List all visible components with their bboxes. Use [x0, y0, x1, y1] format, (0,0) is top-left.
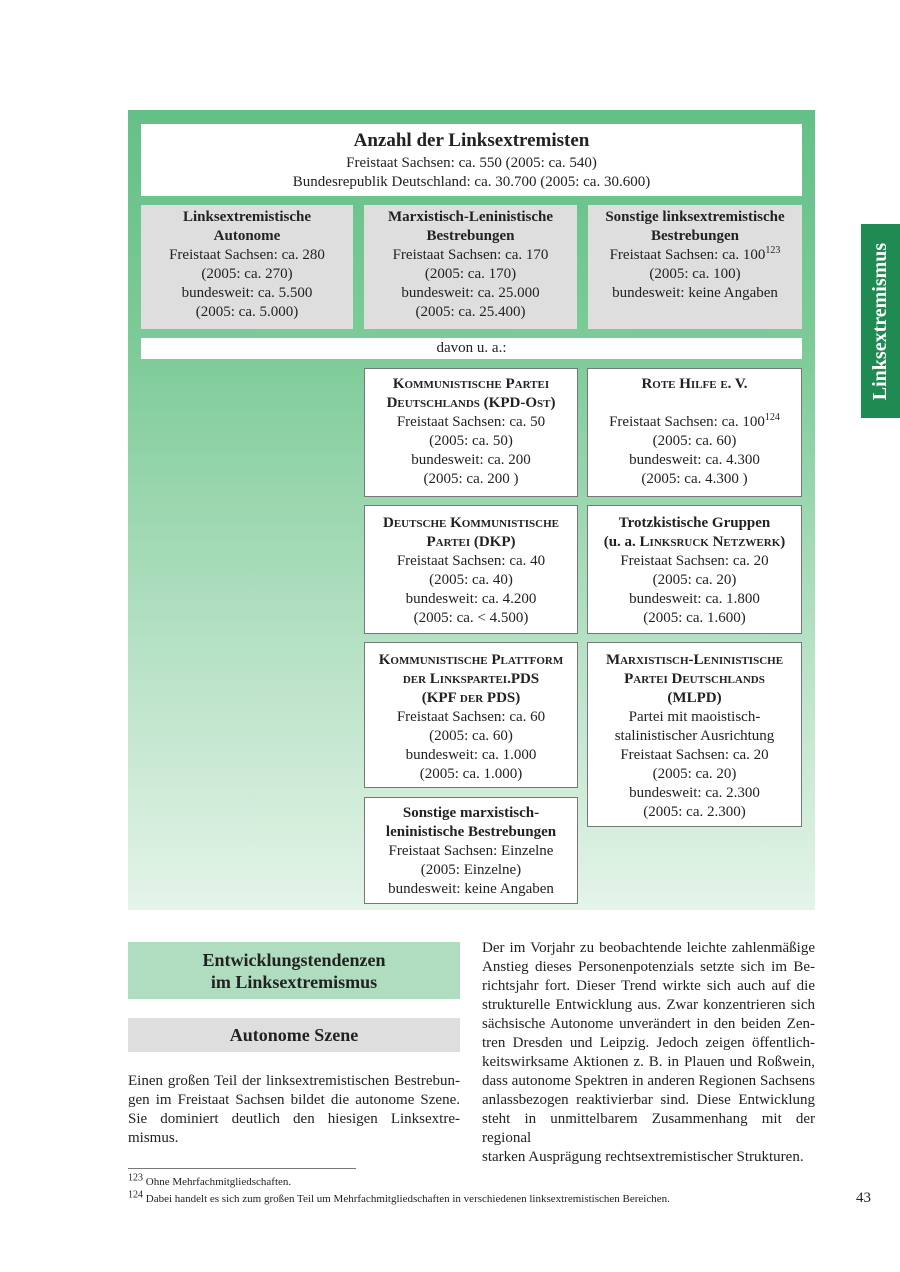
- category-title: Autonome: [213, 228, 281, 244]
- total-count-box: [141, 124, 802, 196]
- org-title: Kommunistische Partei: [392, 376, 550, 392]
- count-line: (2005: ca. 100): [649, 266, 741, 282]
- paragraph-line: dass autonome Spektren in anderen Regionen Sachsens: [482, 1073, 815, 1089]
- count-line: (2005: ca. 2.300): [643, 804, 746, 820]
- count-line: (2005: ca. < 4.500): [413, 610, 529, 626]
- paragraph-line: anlassbezogen reaktivierbar sind. Diese Entwicklung: [482, 1092, 815, 1108]
- count-line: bundesweit: ca. 4.300: [629, 452, 760, 468]
- paragraph-line: mismus.: [128, 1130, 179, 1146]
- category-box-sonstige: [588, 205, 802, 329]
- count-line: (2005: ca. 50): [429, 433, 513, 449]
- org-title: Deutschlands (KPD-Ost): [386, 395, 556, 411]
- footnote: [128, 1172, 292, 1189]
- count-line: bundesweit: ca. 1.000: [405, 747, 537, 763]
- org-title: der Linkspartei.PDS: [402, 671, 540, 687]
- count-line: bundesweit: keine Angaben: [612, 285, 778, 301]
- count-line: (2005: ca. 1.600): [643, 610, 746, 626]
- count-line: (2005: ca. 60): [429, 728, 513, 744]
- count-line: Freistaat Sachsen: ca. 20: [620, 747, 769, 763]
- org-box-rote-hilfe: [587, 368, 802, 497]
- footnote-number: 123: [128, 1172, 143, 1184]
- org-title: Trotzkistische Gruppen: [618, 515, 771, 531]
- org-title-part: (u. a.: [603, 534, 640, 550]
- paragraph-line: starken Ausprägung rechtsextremistischer Strukturen.: [482, 1149, 804, 1165]
- category-title: Bestrebungen: [426, 228, 515, 244]
- paragraph-line: Der im Vorjahr zu beobachtende leichte zahlenmäßige: [482, 940, 815, 956]
- category-box-marxist-leninist: [364, 205, 577, 329]
- count-line: bundesweit: keine Angaben: [388, 881, 554, 897]
- footnote-ref: 124: [764, 412, 780, 423]
- footnote-ref: 123: [765, 245, 781, 256]
- count-line: bundesweit: ca. 5.500: [181, 285, 313, 301]
- org-title: (MLPD): [667, 690, 722, 706]
- paragraph-line: Sie dominiert deutlich den hiesigen Linksextre-: [128, 1111, 460, 1127]
- paragraph-line: steht in unmittelbarem Zusammenhang mit der regional: [482, 1111, 815, 1146]
- spacer: [588, 394, 801, 413]
- footnote-divider: [128, 1168, 356, 1169]
- org-title: (KPF der PDS): [421, 690, 521, 706]
- count-line: Freistaat Sachsen: ca. 280: [169, 247, 325, 263]
- right-paragraph: [482, 939, 815, 1167]
- org-title: Partei (DKP): [426, 534, 516, 550]
- count-line: Freistaat Sachsen: ca. 20: [620, 553, 769, 569]
- total-saxony: Freistaat Sachsen: ca. 550 (2005: ca. 540): [346, 155, 597, 171]
- count-line: (2005: ca. 1.000): [419, 766, 523, 782]
- paragraph-line: tren Dresden und Leipzig. Jedoch zeigen öffentlich-: [482, 1035, 815, 1051]
- section-heading-line: Entwicklungstendenzen: [202, 949, 386, 970]
- org-title-part: Linksruck Netzwerk: [639, 534, 781, 550]
- davon-label-bar: [141, 338, 802, 359]
- count-line: bundesweit: ca. 200: [411, 452, 531, 468]
- org-box-dkp: [364, 505, 578, 634]
- subsection-heading-text: Autonome Szene: [229, 1024, 359, 1045]
- count-line: Freistaat Sachsen: ca. 40: [396, 553, 546, 569]
- chapter-side-tab-label: Linksextremismus: [869, 242, 892, 400]
- count-line: (2005: ca. 20): [652, 572, 737, 588]
- category-title: Sonstige linksextremistische: [605, 209, 785, 225]
- org-title: [588, 533, 801, 552]
- count-line: bundesweit: ca. 2.300: [629, 785, 760, 801]
- count-line: bundesweit: ca. 1.800: [629, 591, 760, 607]
- paragraph-line: strukturelle Entwicklung aus. Zwar konzentrieren sich: [482, 997, 815, 1013]
- category-title: Bestrebungen: [650, 228, 740, 244]
- paragraph-line: gen im Freistaat Sachsen bildet die autonome Szene.: [128, 1092, 460, 1108]
- count-line: bundesweit: ca. 4.200: [405, 591, 537, 607]
- org-box-kpd-ost: [364, 368, 578, 497]
- paragraph-line: Einen großen Teil der linksextremistischen Bestrebun-: [128, 1073, 460, 1089]
- paragraph-line: Anstieg dieses Personenpotenzials setzte sich im Be-: [482, 959, 815, 975]
- paragraph-line: richtsjahr fort. Dieser Trend wirkte sich auch auf die: [482, 978, 815, 994]
- total-germany: Bundesrepublik Deutschland: ca. 30.700 (2005: ca. 30.600): [292, 174, 651, 190]
- org-description: Partei mit maoistisch-: [628, 709, 761, 725]
- count-line: [588, 413, 801, 432]
- org-title: leninistische Bestrebungen: [385, 824, 557, 840]
- count-line: (2005: ca. 25.400): [415, 304, 526, 320]
- count-line: [588, 246, 802, 265]
- paragraph-line: keitswirksame Aktionen z. B. in Plauen und Roßwein,: [482, 1054, 815, 1070]
- footnote-number: 124: [128, 1189, 143, 1201]
- org-title: Partei Deutschlands: [624, 671, 765, 687]
- footnote-text: Dabei handelt es sich zum großen Teil um Mehrfachmitgliedschaften in verschiedenen linksextremistischen Bereichen.: [145, 1193, 670, 1205]
- count-line: (2005: Einzelne): [420, 862, 522, 878]
- org-title: Deutsche Kommunistische: [382, 515, 559, 531]
- org-description: stalinistischer Ausrichtung: [614, 728, 775, 744]
- category-title: Linksextremistische: [182, 209, 312, 225]
- org-box-kpf-pds: [364, 642, 578, 788]
- org-title: Marxistisch-Leninistische: [605, 652, 784, 668]
- count-line: Freistaat Sachsen: Einzelne: [388, 843, 554, 859]
- count-text: Freistaat Sachsen: ca. 100: [609, 247, 766, 263]
- davon-label: davon u. a.:: [436, 340, 507, 356]
- count-line: (2005: ca. 170): [424, 266, 517, 282]
- left-paragraph: [128, 1072, 460, 1148]
- count-line: bundesweit: ca. 25.000: [401, 285, 540, 301]
- org-title: Kommunistische Plattform: [378, 652, 564, 668]
- org-box-trotzkistische-gruppen: [587, 505, 802, 634]
- footnote-text: Ohne Mehrfachmitgliedschaften.: [145, 1176, 292, 1188]
- count-line: (2005: ca. 60): [652, 433, 737, 449]
- subsection-heading-autonome: [128, 1018, 460, 1052]
- count-line: (2005: ca. 20): [652, 766, 737, 782]
- paragraph-line: sächsische Autonome unverändert in den beiden Zen-: [482, 1016, 815, 1032]
- count-line: (2005: ca. 270): [201, 266, 293, 282]
- org-title: Rote Hilfe e. V.: [641, 376, 748, 392]
- category-box-autonome: [141, 205, 353, 329]
- org-title: Sonstige marxistisch-: [402, 805, 540, 821]
- count-text: Freistaat Sachsen: ca. 100: [609, 414, 765, 430]
- count-line: Freistaat Sachsen: ca. 60: [396, 709, 546, 725]
- section-heading-trends: [128, 942, 460, 999]
- count-line: Freistaat Sachsen: ca. 170: [392, 247, 549, 263]
- count-line: (2005: ca. 5.000): [195, 304, 299, 320]
- org-box-sonstige-ml: [364, 797, 578, 904]
- count-line: (2005: ca. 200 ): [423, 471, 519, 487]
- count-line: Freistaat Sachsen: ca. 50: [396, 414, 546, 430]
- count-line: (2005: ca. 4.300 ): [641, 471, 748, 487]
- chapter-side-tab: [861, 224, 900, 418]
- page-number: 43: [856, 1190, 871, 1206]
- footnote: [128, 1189, 670, 1206]
- org-box-mlpd: [587, 642, 802, 827]
- org-title-part: ): [780, 534, 786, 550]
- count-line: (2005: ca. 40): [429, 572, 513, 588]
- category-title: Marxistisch-Leninistische: [388, 209, 553, 225]
- chart-title: Anzahl der Linksextremisten: [353, 130, 590, 151]
- section-heading-line: im Linksextremismus: [210, 971, 378, 992]
